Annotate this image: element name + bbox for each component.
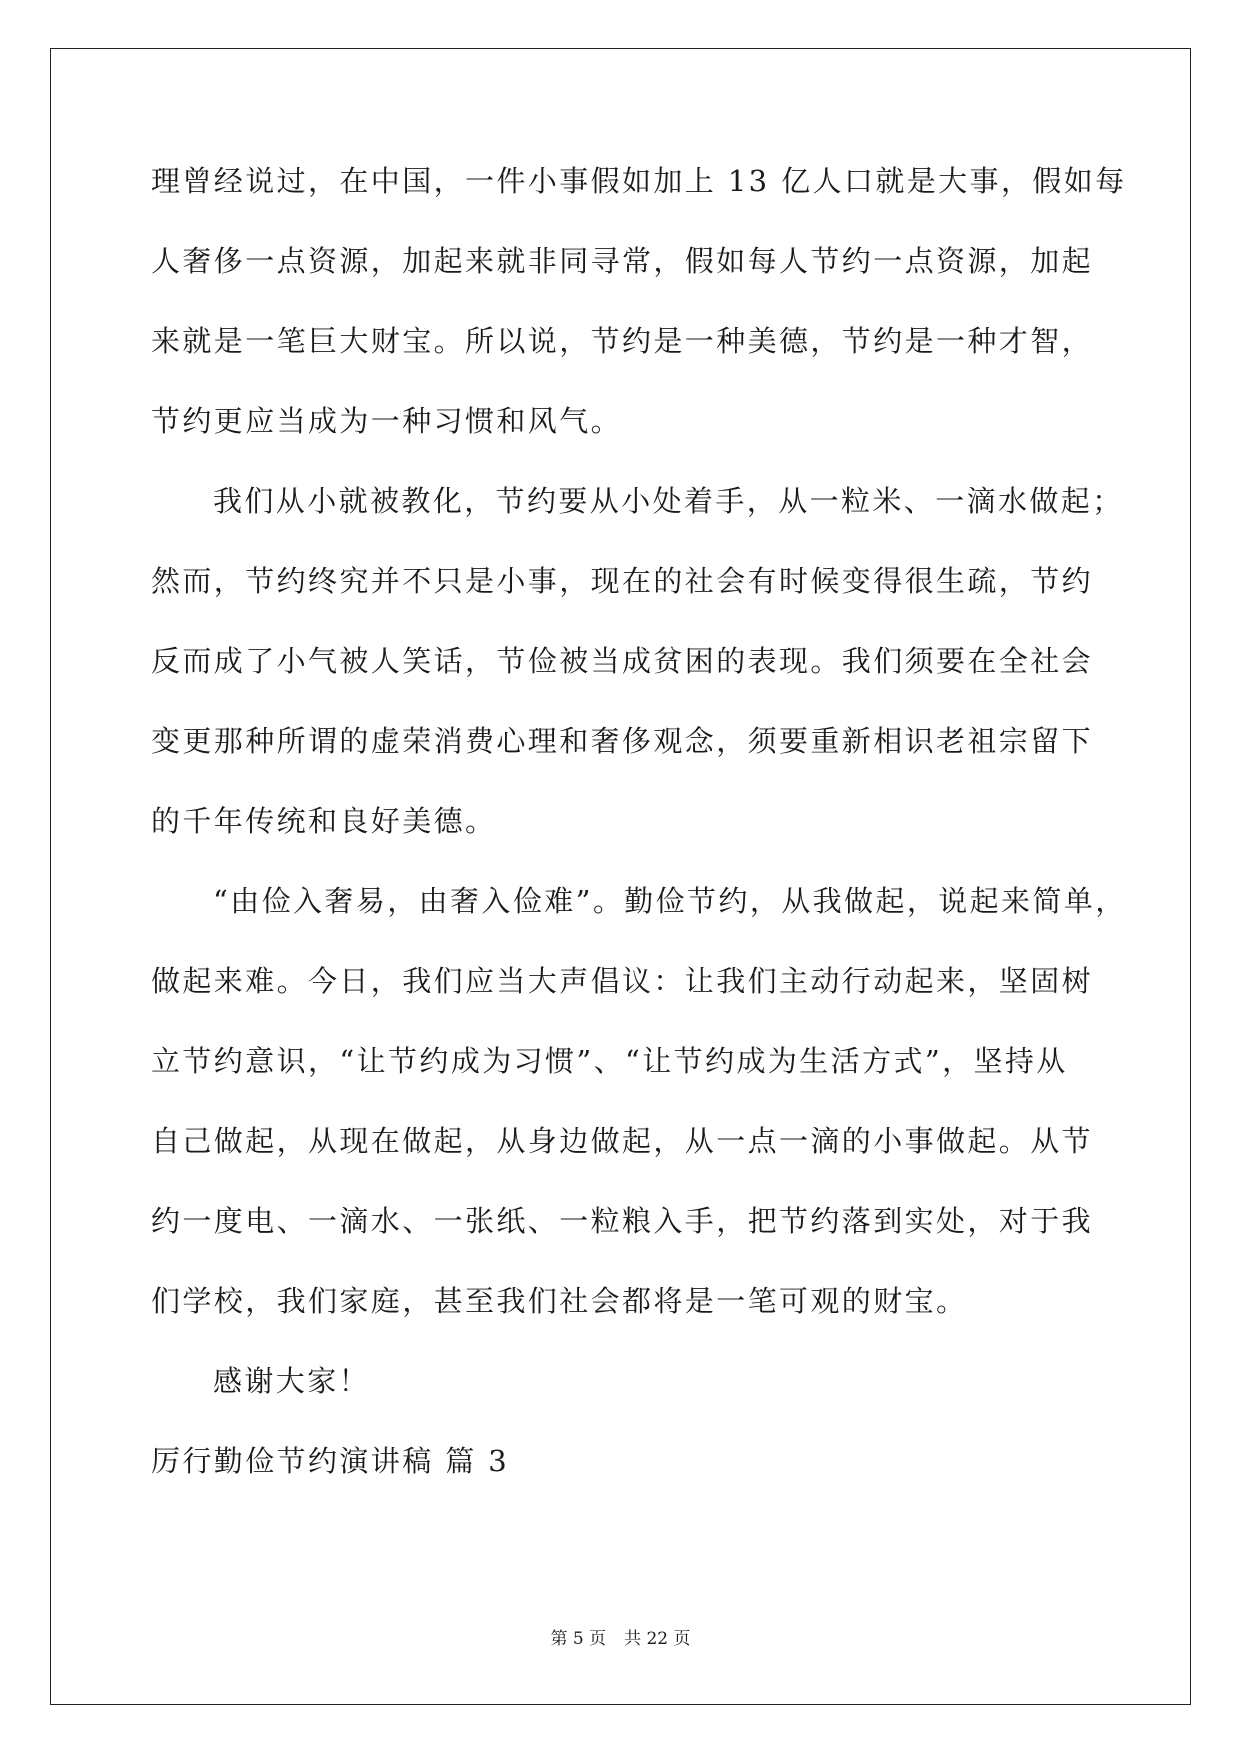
paragraph-line: 人奢侈一点资源，加起来就非同寻常，假如每人节约一点资源，加起 bbox=[151, 244, 1094, 278]
paragraph-line: 立节约意识，“让节约成为习惯”、“让节约成为生活方式”，坚持从 bbox=[151, 1044, 1068, 1078]
paragraph-line: 我们从小就被教化，节约要从小处着手，从一粒米、一滴水做起； bbox=[213, 484, 1124, 518]
paragraph-line: 的千年传统和良好美德。 bbox=[151, 804, 497, 838]
paragraph-line: 们学校，我们家庭，甚至我们社会都将是一笔可观的财宝。 bbox=[151, 1284, 968, 1318]
document-body bbox=[151, 163, 1127, 1523]
section-heading: 厉行勤俭节约演讲稿 篇 3 bbox=[151, 1444, 510, 1478]
paragraph-line: 节约更应当成为一种习惯和风气。 bbox=[151, 404, 623, 438]
page-total: 共 22 页 bbox=[624, 1629, 691, 1649]
paragraph-line: 自己做起，从现在做起，从身边做起，从一点一滴的小事做起。从节 bbox=[151, 1124, 1094, 1158]
paragraph-line: 变更那种所谓的虚荣消费心理和奢侈观念，须要重新相识老祖宗留下 bbox=[151, 724, 1094, 758]
paragraph-line: 然而，节约终究并不只是小事，现在的社会有时候变得很生疏，节约 bbox=[151, 564, 1094, 598]
paragraph-line: 反而成了小气被人笑话，节俭被当成贫困的表现。我们须要在全社会 bbox=[151, 644, 1094, 678]
page-number: 第 5 页 bbox=[550, 1629, 607, 1649]
paragraph-line: “由俭入奢易，由奢入俭难”。勤俭节约，从我做起，说起来简单， bbox=[213, 884, 1127, 918]
paragraph-line: 做起来难。今日，我们应当大声倡议：让我们主动行动起来，坚固树 bbox=[151, 964, 1094, 998]
paragraph-line: 约一度电、一滴水、一张纸、一粒粮入手，把节约落到实处，对于我 bbox=[151, 1204, 1094, 1238]
page-footer bbox=[0, 1629, 1241, 1649]
closing-line: 感谢大家！ bbox=[213, 1364, 371, 1398]
paragraph-line: 理曾经说过，在中国，一件小事假如加上 13 亿人口就是大事，假如每 bbox=[151, 164, 1127, 198]
paragraph-line: 来就是一笔巨大财宝。所以说，节约是一种美德，节约是一种才智， bbox=[151, 324, 1094, 358]
